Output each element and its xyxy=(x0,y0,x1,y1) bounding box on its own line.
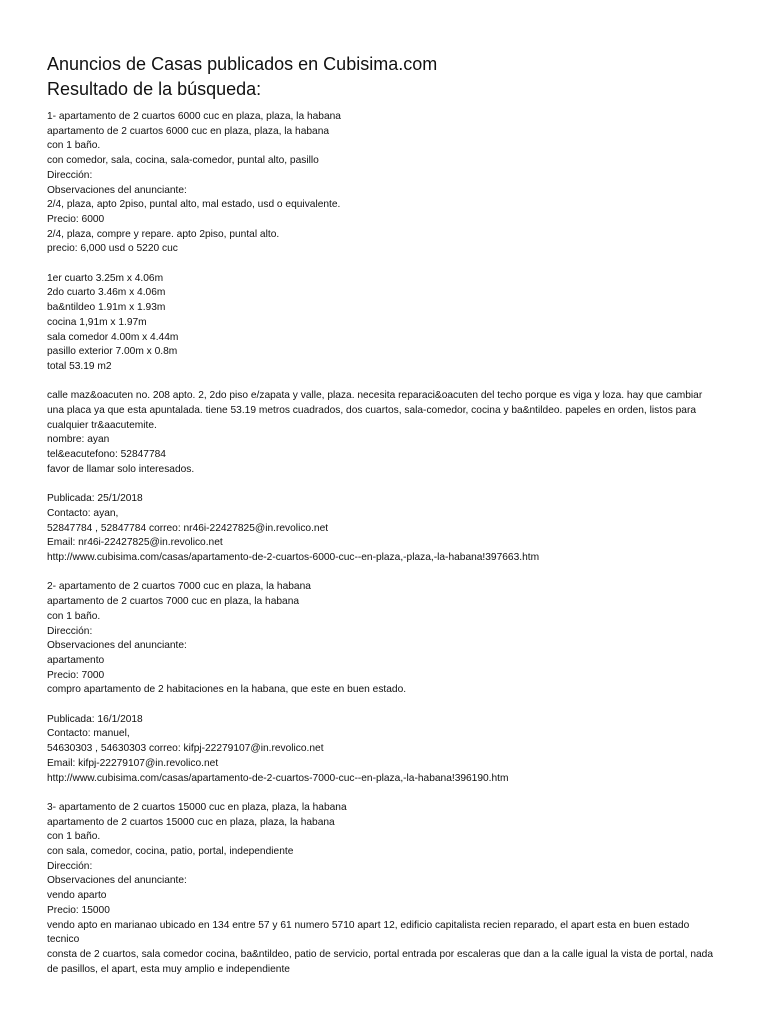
listing-line: nombre: ayan xyxy=(47,434,110,446)
listing-line: Precio: 15000 xyxy=(47,904,110,916)
listing-line: total 53.19 m2 xyxy=(47,360,112,372)
results-heading: Resultado de la búsqueda: xyxy=(47,79,262,99)
blank-line xyxy=(47,478,737,493)
document-page xyxy=(47,52,737,977)
listing-line: una placa ya que esta apuntalada. tiene 53.19 metros cuadrados, dos cuartos, sala-comedor, cocina y ba&ntildeo. papeles en orden, listos para xyxy=(47,405,697,417)
listing-line: Dirección: xyxy=(47,625,93,637)
listing-line: de pasillos, el apart, esta muy amplio e independiente xyxy=(47,963,290,975)
listing-line: Precio: 6000 xyxy=(47,213,105,225)
listing xyxy=(47,580,737,801)
listing-line: Dirección: xyxy=(47,169,93,181)
listing-url: http://www.cubisima.com/casas/apartamento-de-2-cuartos-7000-cuc--en-plaza,-la-habana!396190.htm xyxy=(47,772,509,784)
listing-line: Contacto: ayan, xyxy=(47,507,119,519)
listing-line: cocina 1,91m x 1.97m xyxy=(47,316,147,328)
listing-separator xyxy=(47,786,737,801)
listing-line: consta de 2 cuartos, sala comedor cocina, ba&ntildeo, patio de servicio, portal entrada por escaleras que dan a la calle igual la vista de portal, nada xyxy=(47,948,713,960)
listing-line: apartamento de 2 cuartos 6000 cuc en plaza, plaza, la habana xyxy=(47,125,330,137)
listing-url: http://www.cubisima.com/casas/apartamento-de-2-cuartos-6000-cuc--en-plaza,-plaza,-la-habana!397663.htm xyxy=(47,552,540,564)
listing-line: Observaciones del anunciante: xyxy=(47,184,187,196)
listing-line: favor de llamar solo interesados. xyxy=(47,463,195,475)
listing-line: 2/4, plaza, compre y repare. apto 2piso, puntal alto. xyxy=(47,228,280,240)
listing-line: apartamento xyxy=(47,654,105,666)
listing-line: con comedor, sala, cocina, sala-comedor, puntal alto, pasillo xyxy=(47,155,319,167)
results-list xyxy=(47,110,737,977)
listing-line: 54630303 , 54630303 correo: kifpj-22279107@in.revolico.net xyxy=(47,743,324,755)
listing-line: 1- apartamento de 2 cuartos 6000 cuc en plaza, plaza, la habana xyxy=(47,111,341,122)
listing-line: con 1 baño. xyxy=(47,140,101,152)
listing-line: calle maz&oacuten no. 208 apto. 2, 2do piso e/zapata y valle, plaza. necesita reparaci&oacuten del techo porque es viga y loza. hay que cambiar xyxy=(47,390,703,402)
blank-line xyxy=(47,257,737,272)
listing-line: 2/4, plaza, apto 2piso, puntal alto, mal estado, usd o equivalente. xyxy=(47,199,341,211)
listing-line: Email: nr46i-22427825@in.revolico.net xyxy=(47,537,223,549)
listing xyxy=(47,110,737,580)
listing-line: tel&eacutefono: 52847784 xyxy=(47,449,166,461)
listing-line: 52847784 , 52847784 correo: nr46i-22427825@in.revolico.net xyxy=(47,522,329,534)
listing-line: Precio: 7000 xyxy=(47,669,105,681)
listing-line: con 1 baño. xyxy=(47,610,101,622)
listing-line: Publicada: 16/1/2018 xyxy=(47,713,143,725)
listing-line: ba&ntildeo 1.91m x 1.93m xyxy=(47,302,166,314)
listing-line: Publicada: 25/1/2018 xyxy=(47,493,143,505)
listing-line: apartamento de 2 cuartos 15000 cuc en plaza, plaza, la habana xyxy=(47,816,335,828)
document-title: Anuncios de Casas publicados en Cubisima.com xyxy=(47,54,438,74)
listing-line: vendo aparto xyxy=(47,890,107,902)
listing-line: Email: kifpj-22279107@in.revolico.net xyxy=(47,757,219,769)
listing-line: vendo apto en marianao ubicado en 134 entre 57 y 61 numero 5710 apart 12, edificio capitalista recien reparado, el apart esta en buen estado xyxy=(47,919,690,931)
listing-line: con 1 baño. xyxy=(47,831,101,843)
listing-line: 1er cuarto 3.25m x 4.06m xyxy=(47,272,164,284)
listing-line: Observaciones del anunciante: xyxy=(47,875,187,887)
listing xyxy=(47,801,737,977)
listing-line: Observaciones del anunciante: xyxy=(47,640,187,652)
listing-line: sala comedor 4.00m x 4.44m xyxy=(47,331,179,343)
listing-line: con sala, comedor, cocina, patio, portal, independiente xyxy=(47,846,294,858)
listing-separator xyxy=(47,566,737,581)
listing-line: 3- apartamento de 2 cuartos 15000 cuc en plaza, plaza, la habana xyxy=(47,801,347,813)
blank-line xyxy=(47,698,737,713)
blank-line xyxy=(47,375,737,390)
listing-line: 2do cuarto 3.46m x 4.06m xyxy=(47,287,166,299)
listing-line: tecnico xyxy=(47,934,80,946)
listing-line: Contacto: manuel, xyxy=(47,728,130,740)
listing-line: pasillo exterior 7.00m x 0.8m xyxy=(47,346,178,358)
listing-line: precio: 6,000 usd o 5220 cuc xyxy=(47,243,178,255)
listing-line: 2- apartamento de 2 cuartos 7000 cuc en plaza, la habana xyxy=(47,581,311,593)
listing-line: cualquier tr&aacutemite. xyxy=(47,419,157,431)
listing-line: apartamento de 2 cuartos 7000 cuc en plaza, la habana xyxy=(47,596,300,608)
listing-line: Dirección: xyxy=(47,860,93,872)
listing-line: compro apartamento de 2 habitaciones en la habana, que este en buen estado. xyxy=(47,684,407,696)
